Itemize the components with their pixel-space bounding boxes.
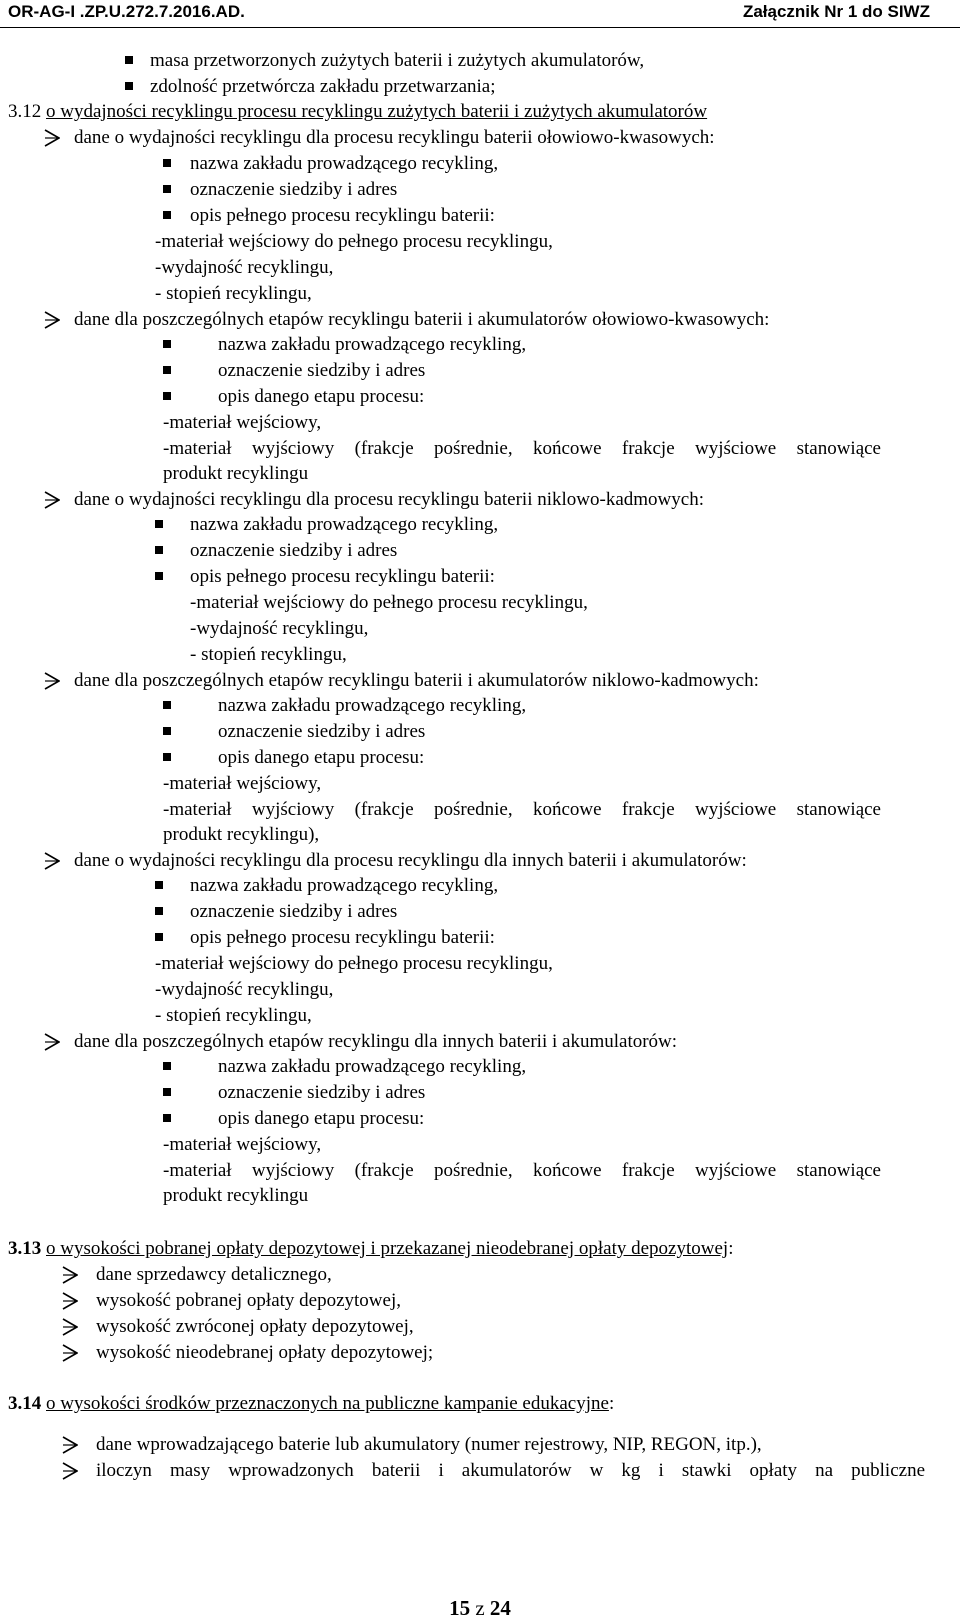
square-bullet-icon	[155, 520, 163, 528]
group-heading: dane o wydajności recyklingu dla procesu recyklingu baterii ołowiowo-kwasowych:	[74, 127, 715, 148]
detail-line: -materiał wejściowy do pełnego procesu recyklingu,	[190, 592, 588, 613]
list-item: opis danego etapu procesu:	[218, 386, 425, 407]
page-number	[0, 1596, 960, 1621]
square-bullet-icon	[163, 1062, 171, 1070]
detail-line: -materiał wejściowy do pełnego procesu recyklingu,	[155, 231, 553, 252]
detail-line: -materiał wyjściowy (frakcje pośrednie, końcowe frakcje wyjściowe stanowiące	[163, 438, 881, 459]
square-bullet-icon	[163, 159, 171, 167]
detail-line: produkt recyklingu),	[163, 824, 320, 845]
square-bullet-icon	[163, 1088, 171, 1096]
arrow-bullet-icon	[44, 1033, 60, 1051]
arrow-bullet-icon	[44, 672, 60, 690]
detail-line: - stopień recyklingu,	[155, 1005, 312, 1026]
list-item: wysokość nieodebranej opłaty depozytowej;	[96, 1342, 434, 1363]
section-title: o wysokości środków przeznaczonych na publiczne kampanie edukacyjne	[46, 1393, 609, 1414]
current-page: 15	[449, 1596, 471, 1620]
square-bullet-icon	[155, 933, 163, 941]
list-item: wysokość pobranej opłaty depozytowej,	[96, 1290, 401, 1311]
list-item: nazwa zakładu prowadzącego recykling,	[218, 334, 527, 355]
detail-line: -wydajność recyklingu,	[190, 618, 369, 639]
list-item: oznaczenie siedziby i adres	[190, 901, 398, 922]
section-heading-3-14	[8, 1392, 614, 1416]
list-item: nazwa zakładu prowadzącego recykling,	[190, 875, 499, 896]
page-of: z	[475, 1596, 485, 1620]
arrow-bullet-icon	[62, 1436, 78, 1454]
arrow-bullet-icon	[62, 1292, 78, 1310]
square-bullet-icon	[125, 56, 133, 64]
list-item: oznaczenie siedziby i adres	[218, 1082, 426, 1103]
square-bullet-icon	[163, 1114, 171, 1122]
square-bullet-icon	[163, 340, 171, 348]
document-reference: OR-AG-I .ZP.U.272.7.2016.AD.	[8, 2, 245, 21]
heading-colon: :	[728, 1238, 734, 1259]
section-heading-3-13	[8, 1237, 733, 1261]
section-title: o wydajności recyklingu procesu recyklingu zużytych baterii i zużytych akumulatorów	[46, 101, 708, 122]
group-heading: dane dla poszczególnych etapów recyklingu baterii i akumulatorów ołowiowo-kwasowych:	[74, 309, 770, 330]
arrow-bullet-icon	[62, 1318, 78, 1336]
arrow-bullet-icon	[62, 1266, 78, 1284]
arrow-bullet-icon	[44, 311, 60, 329]
square-bullet-icon	[163, 366, 171, 374]
list-item: dane wprowadzającego baterie lub akumulatory (numer rejestrowy, NIP, REGON, itp.),	[96, 1434, 762, 1455]
square-bullet-icon	[155, 546, 163, 554]
header-rule	[0, 27, 960, 28]
list-item: opis danego etapu procesu:	[218, 747, 425, 768]
square-bullet-icon	[163, 701, 171, 709]
list-item: opis pełnego procesu recyklingu baterii:	[190, 927, 495, 948]
list-item: nazwa zakładu prowadzącego recykling,	[218, 1056, 527, 1077]
detail-line: -materiał wyjściowy (frakcje pośrednie, końcowe frakcje wyjściowe stanowiące	[163, 799, 881, 820]
detail-line: -wydajność recyklingu,	[155, 979, 334, 1000]
square-bullet-icon	[163, 727, 171, 735]
list-item: iloczyn masy wprowadzonych baterii i akumulatorów w kg i stawki opłaty na publiczne	[96, 1460, 925, 1481]
square-bullet-icon	[163, 185, 171, 193]
detail-line: -materiał wejściowy,	[163, 773, 322, 794]
square-bullet-icon	[163, 211, 171, 219]
group-heading: dane o wydajności recyklingu dla procesu recyklingu baterii niklowo-kadmowych:	[74, 489, 704, 510]
square-bullet-icon	[155, 881, 163, 889]
list-item: nazwa zakładu prowadzącego recykling,	[218, 695, 527, 716]
detail-line: - stopień recyklingu,	[155, 283, 312, 304]
list-item: oznaczenie siedziby i adres	[218, 360, 426, 381]
square-bullet-icon	[125, 82, 133, 90]
list-item: oznaczenie siedziby i adres	[218, 721, 426, 742]
arrow-bullet-icon	[62, 1344, 78, 1362]
section-number: 3.14	[8, 1393, 42, 1414]
list-item: dane sprzedawcy detalicznego,	[96, 1264, 332, 1285]
detail-line: -materiał wejściowy,	[163, 1134, 322, 1155]
arrow-bullet-icon	[44, 129, 60, 147]
list-item: zdolność przetwórcza zakładu przetwarzania;	[150, 76, 496, 97]
detail-line: -materiał wejściowy do pełnego procesu recyklingu,	[155, 953, 553, 974]
square-bullet-icon	[155, 572, 163, 580]
list-item: oznaczenie siedziby i adres	[190, 540, 398, 561]
list-item: wysokość zwróconej opłaty depozytowej,	[96, 1316, 414, 1337]
group-heading: dane o wydajności recyklingu dla procesu recyklingu dla innych baterii i akumulatorów:	[74, 850, 747, 871]
list-item: opis pełnego procesu recyklingu baterii:	[190, 205, 495, 226]
detail-line: produkt recyklingu	[163, 1185, 309, 1206]
page-header	[0, 0, 960, 28]
arrow-bullet-icon	[44, 491, 60, 509]
detail-line: -materiał wyjściowy (frakcje pośrednie, końcowe frakcje wyjściowe stanowiące	[163, 1160, 881, 1181]
list-item: nazwa zakładu prowadzącego recykling,	[190, 514, 499, 535]
arrow-bullet-icon	[44, 852, 60, 870]
list-item: opis danego etapu procesu:	[218, 1108, 425, 1129]
detail-line: -materiał wejściowy,	[163, 412, 322, 433]
detail-line: - stopień recyklingu,	[190, 644, 347, 665]
detail-line: -wydajność recyklingu,	[155, 257, 334, 278]
heading-colon: :	[608, 1393, 615, 1414]
detail-line: produkt recyklingu	[163, 463, 309, 484]
arrow-bullet-icon	[62, 1462, 78, 1480]
square-bullet-icon	[163, 753, 171, 761]
list-item: masa przetworzonych zużytych baterii i zużytych akumulatorów,	[150, 50, 645, 71]
square-bullet-icon	[155, 907, 163, 915]
group-heading: dane dla poszczególnych etapów recyklingu baterii i akumulatorów niklowo-kadmowych:	[74, 670, 759, 691]
total-pages: 24	[489, 1596, 511, 1620]
attachment-label: Załącznik Nr 1 do SIWZ	[742, 2, 930, 21]
section-number: 3.13	[8, 1238, 42, 1259]
list-item: oznaczenie siedziby i adres	[190, 179, 398, 200]
list-item: nazwa zakładu prowadzącego recykling,	[190, 153, 499, 174]
section-title: o wysokości pobranej opłaty depozytowej i przekazanej nieodebranej opłaty depozytowej	[46, 1238, 729, 1259]
square-bullet-icon	[163, 392, 171, 400]
section-number: 3.12	[8, 101, 42, 122]
section-heading-3-12	[8, 100, 707, 124]
list-item: opis pełnego procesu recyklingu baterii:	[190, 566, 495, 587]
group-heading: dane dla poszczególnych etapów recyklingu dla innych baterii i akumulatorów:	[74, 1031, 678, 1052]
